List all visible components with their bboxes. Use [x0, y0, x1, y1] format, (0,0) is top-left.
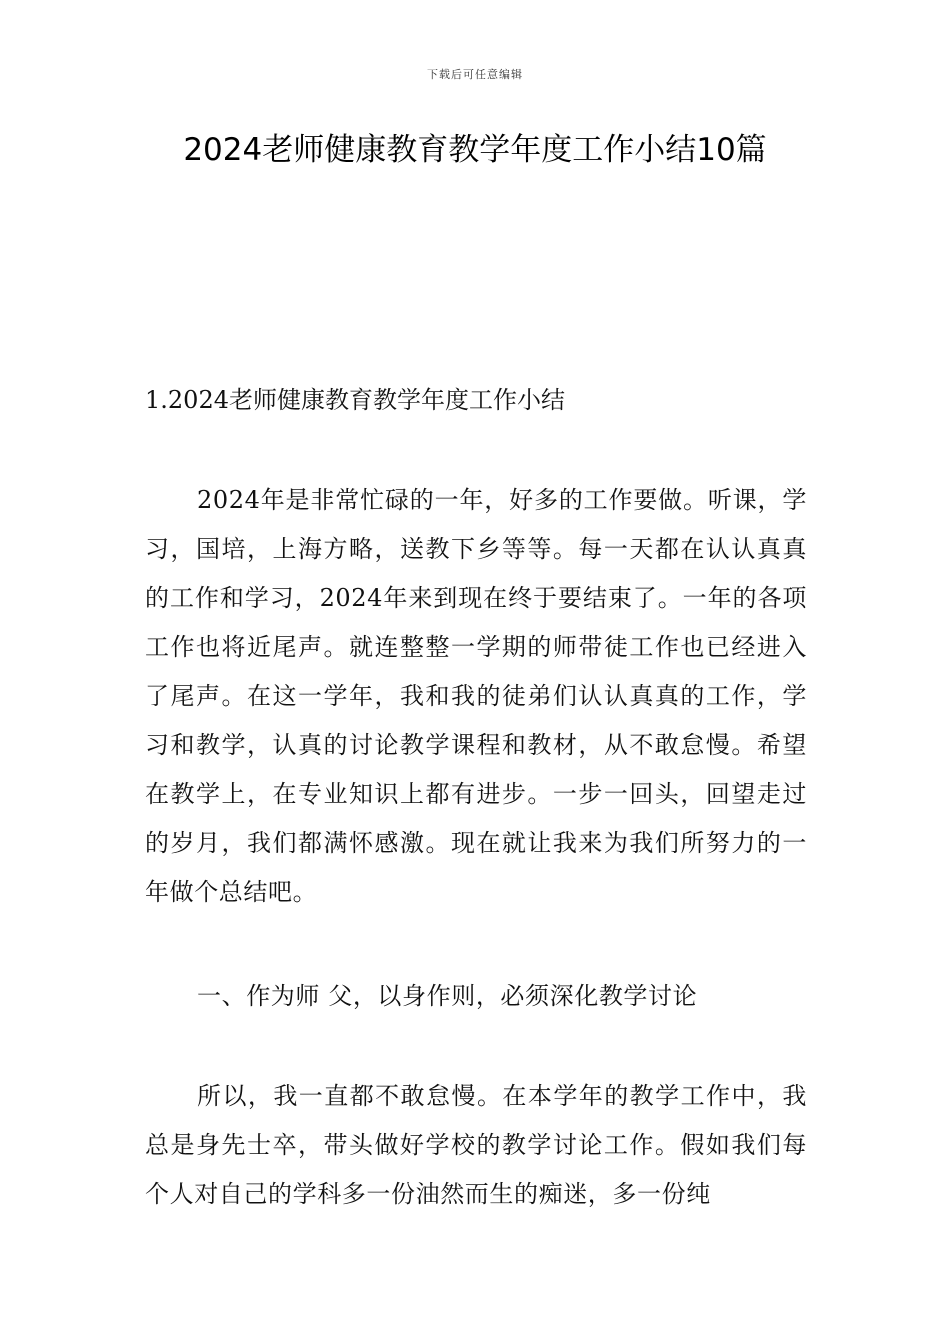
- body-paragraph-1: 2024年是非常忙碌的一年，好多的工作要做。听课，学习，国培，上海方略，送教下乡等等。每一天都在认认真真的工作和学习，2024年来到现在终于要结束了。一年的各项工作也将近尾声。就连整整一学期的师带徒工作也已经进入了尾声。在这一学年，我和我的徒弟们认认真真的工作，学习和教学，认真的讨论教学课程和教材，从不敢怠慢。希望在教学上，在专业知识上都有进步。一步一回头，回望走过的岁月，我们都满怀感激。现在就让我来为我们所努力的一年做个总结吧。: [145, 486, 807, 906]
- subheading: 一、作为师 父，以身作则，必须深化教学讨论: [197, 982, 698, 1010]
- section-heading: 1.2024老师健康教育教学年度工作小结: [145, 386, 565, 414]
- document-title: 2024老师健康教育教学年度工作小结10篇: [183, 132, 767, 168]
- body-paragraph-2: 所以，我一直都不敢怠慢。在本学年的教学工作中，我总是身先士卒，带头做好学校的教学讨论工作。假如我们每个人对自己的学科多一份油然而生的痴迷，多一份纯: [145, 1082, 807, 1208]
- header-note: 下载后可任意编辑: [427, 68, 523, 81]
